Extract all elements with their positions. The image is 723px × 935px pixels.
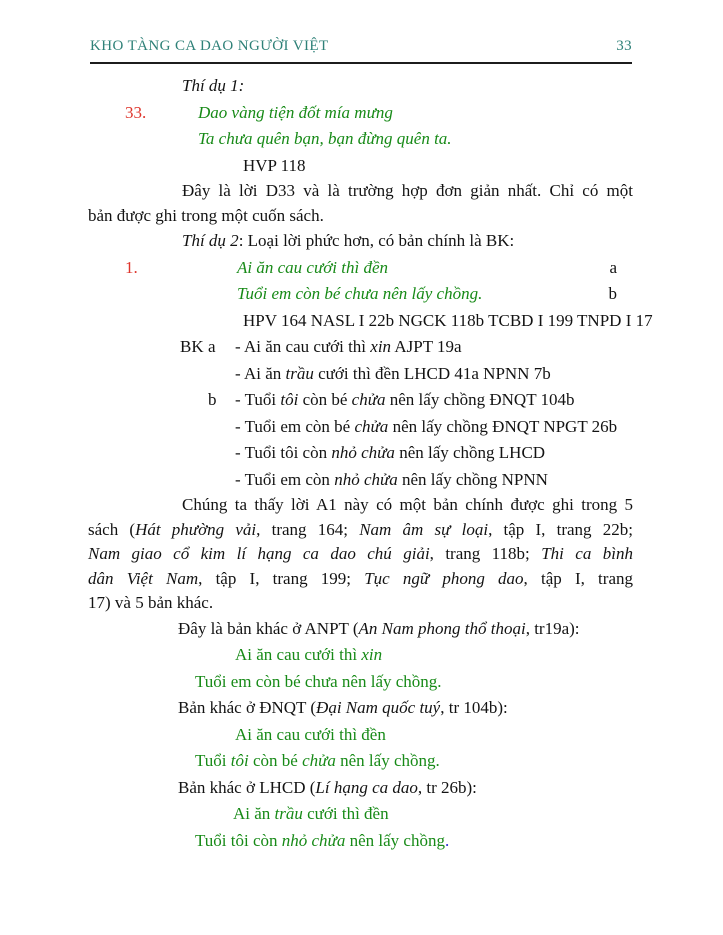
text-run: Tục ngữ phong dao: [364, 568, 524, 588]
text-run: trầu: [285, 363, 314, 383]
running-title: KHO TÀNG CA DAO NGƯỜI VIỆT: [90, 38, 329, 54]
text-run: Dao vàng tiện đốt mía mưng: [198, 102, 393, 122]
text-run: , tr 104b):: [440, 698, 508, 717]
verse-line: [198, 126, 633, 153]
numbered-verse: [88, 255, 633, 308]
text-run: nhỏ chửa: [334, 469, 398, 489]
text-run: tôi: [230, 751, 249, 770]
verse-line: [237, 255, 633, 282]
text-run: Hát phường vải: [135, 519, 257, 539]
text-run: , tập I, trang: [523, 568, 633, 588]
verse-line: [237, 281, 633, 308]
source-line: [243, 308, 653, 335]
text-run: nhỏ chửa: [281, 830, 346, 850]
text-run: , trang 164;: [256, 519, 360, 539]
paragraph-line: [88, 518, 633, 543]
bk-label: BK: [180, 337, 204, 356]
bk-variant-row: [88, 440, 633, 467]
text-run: HPV 164 NASL I 22b NGCK 118b TCBD I 199 TNPD I 17: [243, 310, 653, 330]
bk-variant-row: [88, 361, 633, 388]
text-run: cưới thì đền LHCD 41a NPNN 7b: [313, 363, 551, 383]
bk-variant-row: [88, 387, 633, 414]
text-run: Đại Nam quốc tuý: [316, 698, 441, 717]
paragraph-line: [88, 493, 633, 518]
text-run: Ai ăn cau cưới thì đền: [237, 257, 389, 277]
verse-line: [233, 801, 633, 828]
text-run: An Nam phong thổ thoại: [358, 618, 526, 638]
paragraph-line: [88, 567, 633, 592]
paragraph-line: [88, 204, 633, 229]
text-run: Thí dụ 2: [182, 231, 239, 250]
content-area: [88, 73, 653, 854]
text-run: nên lấy chồng ĐNQT NPGT 26b: [388, 416, 618, 436]
page-header: [90, 38, 632, 64]
prose-line: [178, 775, 633, 802]
verse-line: [235, 642, 633, 669]
text-run: Đây là lời D33 và là trường hợp đơn giản nhất. Chỉ có một: [182, 181, 633, 200]
text-run: trầu: [274, 804, 303, 823]
text-run: - Tuổi tôi còn: [235, 443, 332, 462]
text-run: Tuổi em còn bé chưa nên lấy chồng.: [195, 671, 442, 691]
text-run: - Tuổi em còn: [235, 469, 335, 489]
bk-variant-row: [88, 414, 633, 441]
text-run: Nam giao cổ kim lí hạng ca dao chú giải: [88, 544, 430, 563]
text-run: chửa: [351, 390, 386, 409]
text-run: nên lấy chồng ĐNQT 104b: [385, 390, 575, 409]
text-run: , tập I, trang 199;: [198, 568, 365, 588]
text-run: 17) và 5 bản khác.: [88, 593, 214, 612]
example-label: [182, 228, 633, 255]
prose-line: [178, 695, 633, 722]
verse-line: [198, 100, 633, 127]
example-label: [182, 73, 633, 100]
text-run: Ai ăn: [233, 804, 275, 823]
text-run: nhỏ chửa: [331, 443, 395, 462]
verse-line: [195, 828, 633, 855]
text-run: , trang 118b;: [429, 544, 542, 563]
text-run: Ai ăn cau cưới thì: [235, 645, 362, 664]
text-run: Tuổi em còn bé chưa nên lấy chồng.: [237, 284, 483, 303]
page-number: 33: [616, 38, 632, 54]
text-run: tôi: [280, 390, 299, 409]
text-run: , tập I, trang 22b;: [488, 519, 633, 539]
numbered-verse: [88, 100, 633, 153]
text-run: - Ai ăn: [235, 363, 286, 383]
verse-line: [195, 748, 633, 775]
paragraph: [88, 493, 633, 616]
text-run: Tuổi: [195, 751, 231, 770]
text-run: nên lấy chồng.: [335, 751, 440, 770]
bk-variant-row: [88, 334, 633, 361]
text-run: , tr19a):: [525, 618, 580, 638]
verse-number: 33.: [125, 102, 147, 122]
text-run: Tuổi tôi còn: [195, 830, 282, 850]
text-run: - Tuổi: [235, 390, 281, 409]
text-run: Ta chưa quên bạn, bạn đừng quên ta.: [198, 129, 452, 148]
line-marker: b: [608, 284, 617, 303]
prose-line: [178, 616, 633, 643]
text-run: chửa: [302, 751, 336, 770]
text-run: xin: [370, 337, 392, 356]
bk-variant-row: [88, 467, 633, 494]
text-run: - Tuổi em còn bé: [235, 416, 355, 436]
text-run: nên lấy chồng: [345, 830, 445, 850]
text-run: Thi ca bình: [541, 544, 633, 563]
text-run: còn bé: [298, 390, 352, 409]
text-run: sách (: [88, 519, 136, 539]
text-run: AJPT 19a: [391, 337, 462, 356]
text-run: : Loại lời phức hơn, có bản chính là BK:: [238, 231, 515, 250]
text-run: Thí dụ 1:: [182, 76, 245, 95]
verse-line: [235, 722, 633, 749]
text-run: Bản khác ở ĐNQT (: [178, 698, 317, 717]
text-run: .: [444, 830, 450, 850]
line-marker: a: [609, 257, 617, 277]
paragraph-line: [88, 542, 633, 567]
text-run: - Ai ăn cau cưới thì: [235, 337, 371, 356]
text-run: chửa: [354, 416, 389, 436]
bk-letter: b: [208, 390, 217, 409]
text-run: bản được ghi trong một cuốn sách.: [88, 205, 324, 225]
verse-line: [195, 669, 633, 696]
text-run: cưới thì đền: [302, 804, 389, 823]
text-run: xin: [361, 645, 383, 664]
text-run: Lí hạng ca dao: [315, 777, 418, 797]
text-run: Đây là bản khác ở ANPT (: [178, 618, 359, 638]
text-run: Chúng ta thấy lời A1 này có một bản chính được ghi trong 5: [182, 495, 633, 514]
text-run: Nam âm sự loại: [359, 519, 489, 539]
text-run: Bản khác ở LHCD (: [178, 777, 316, 797]
text-run: còn bé: [248, 751, 303, 770]
paragraph-line: [88, 591, 633, 616]
paragraph: [88, 179, 633, 228]
text-run: nên lấy chồng NPNN: [397, 469, 548, 489]
text-run: nên lấy chồng LHCD: [394, 443, 546, 462]
verse-number: 1.: [125, 257, 138, 277]
bk-letter: a: [208, 337, 216, 356]
text-run: dân Việt Nam: [88, 568, 199, 588]
text-run: , tr 26b):: [417, 777, 477, 797]
paragraph-line: [88, 179, 633, 204]
text-run: Ai ăn cau cưới thì đền: [235, 724, 386, 744]
text-run: HVP 118: [243, 155, 306, 175]
source-line: [243, 153, 633, 180]
